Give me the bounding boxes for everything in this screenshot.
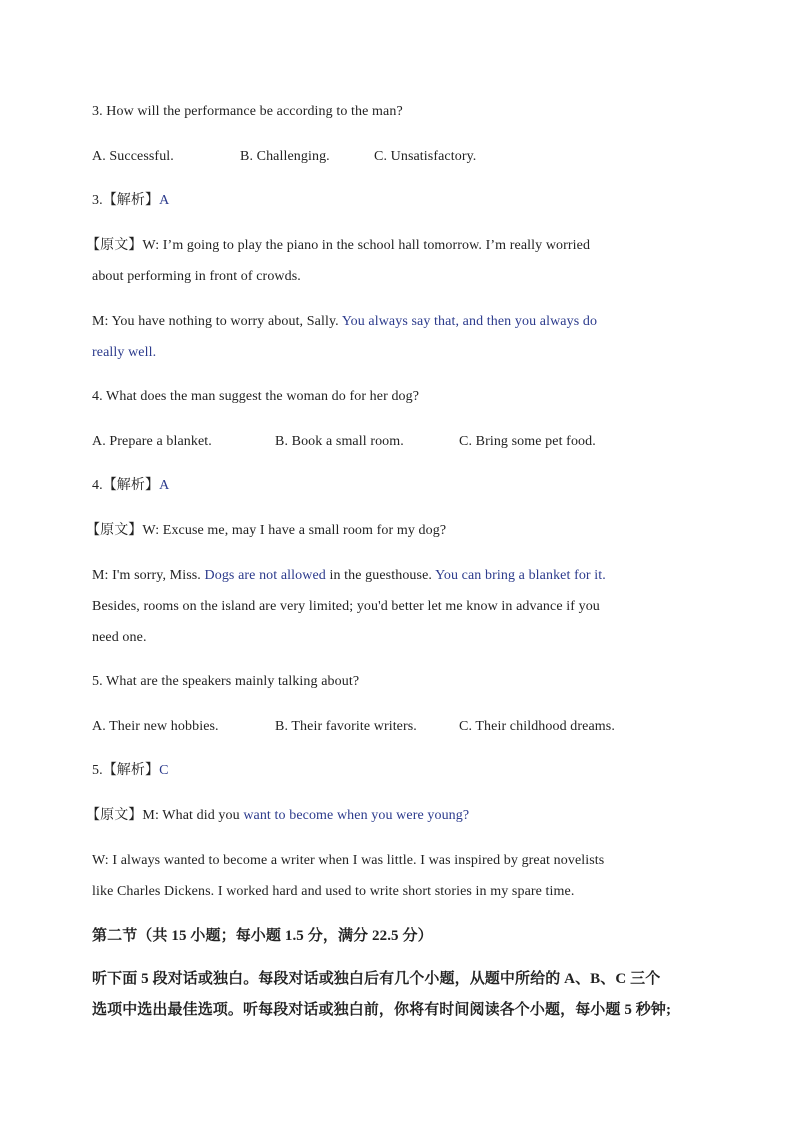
q3-answer-label: 3.【解析】 xyxy=(92,193,160,208)
question-5: 5. What are the speakers mainly talking about? xyxy=(92,674,360,689)
question-4-options xyxy=(92,433,712,451)
q3-option-c: C. Unsatisfactory. xyxy=(374,149,477,164)
q5-m-highlight: want to become when you were young? xyxy=(243,808,470,823)
q4-man-line-1 xyxy=(92,567,606,585)
q3-option-b: B. Challenging. xyxy=(240,149,330,164)
question-5-options xyxy=(92,718,712,736)
q3-transcript-line-2: about performing in front of crowds. xyxy=(92,269,301,284)
q5-yuanwen-label: 【原文】 xyxy=(86,808,143,823)
q4-w-text: W: Excuse me, may I have a small room for my dog? xyxy=(142,523,447,538)
q5-answer-value: C xyxy=(159,763,169,778)
q4-answer-value: A xyxy=(159,478,170,493)
section-instructions-line-2: 选项中选出最佳选项。听每段对话或独白前，你将有时间阅读各个小题，每小题 5 秒钟; xyxy=(92,1002,672,1018)
q4-m-highlight-a: Dogs are not allowed xyxy=(204,568,326,583)
q4-option-a: A. Prepare a blanket. xyxy=(92,434,212,449)
question-3-options xyxy=(92,148,712,166)
section-title: 第二节（共 15 小题；每小题 1.5 分，满分 22.5 分） xyxy=(92,928,433,944)
q5-option-a: A. Their new hobbies. xyxy=(92,719,219,734)
q4-m-plain-a: M: I'm sorry, Miss. xyxy=(92,568,205,583)
q3-transcript-line-1 xyxy=(86,237,590,255)
q3-option-a: A. Successful. xyxy=(92,149,174,164)
q4-option-b: B. Book a small room. xyxy=(275,434,404,449)
q3-m-plain: M: You have nothing to worry about, Sally. xyxy=(92,314,342,329)
q5-option-b: B. Their favorite writers. xyxy=(275,719,417,734)
q3-man-line-2: really well. xyxy=(92,345,157,360)
q4-m-plain-b: in the guesthouse. xyxy=(325,568,436,583)
q5-answer-label: 5.【解析】 xyxy=(92,763,160,778)
q5-option-c: C. Their childhood dreams. xyxy=(459,719,615,734)
q4-option-c: C. Bring some pet food. xyxy=(459,434,596,449)
q5-woman-line-2: like Charles Dickens. I worked hard and used to write short stories in my spare time. xyxy=(92,884,575,899)
q3-m-highlight: You always say that, and then you always do xyxy=(341,314,598,329)
q3-man-line-1 xyxy=(92,313,597,331)
q4-m-highlight-b: You can bring a blanket for it. xyxy=(435,568,606,583)
question-4: 4. What does the man suggest the woman do for her dog? xyxy=(92,389,420,404)
q5-answer xyxy=(92,762,169,780)
q3-w-text: W: I’m going to play the piano in the school hall tomorrow. I’m really worried xyxy=(142,238,591,253)
q5-transcript-line-1 xyxy=(86,807,469,825)
q4-answer-label: 4.【解析】 xyxy=(92,478,160,493)
section-instructions-line-1: 听下面 5 段对话或独白。每段对话或独白后有几个小题，从题中所给的 A、B、C 三个 xyxy=(92,971,661,987)
q3-yuanwen-label: 【原文】 xyxy=(86,238,143,253)
q4-man-line-3: need one. xyxy=(92,630,147,645)
q4-transcript-line-1 xyxy=(86,522,446,540)
q5-m-plain: M: What did you xyxy=(142,808,244,823)
q4-answer xyxy=(92,477,169,495)
q5-woman-line-1: W: I always wanted to become a writer when I was little. I was inspired by great novelists xyxy=(92,853,605,868)
q4-yuanwen-label: 【原文】 xyxy=(86,523,143,538)
q3-answer-value: A xyxy=(159,193,170,208)
q4-man-line-2: Besides, rooms on the island are very limited; you'd better let me know in advance if you xyxy=(92,599,600,614)
question-3: 3. How will the performance be according to the man? xyxy=(92,104,403,119)
q3-answer xyxy=(92,192,169,210)
